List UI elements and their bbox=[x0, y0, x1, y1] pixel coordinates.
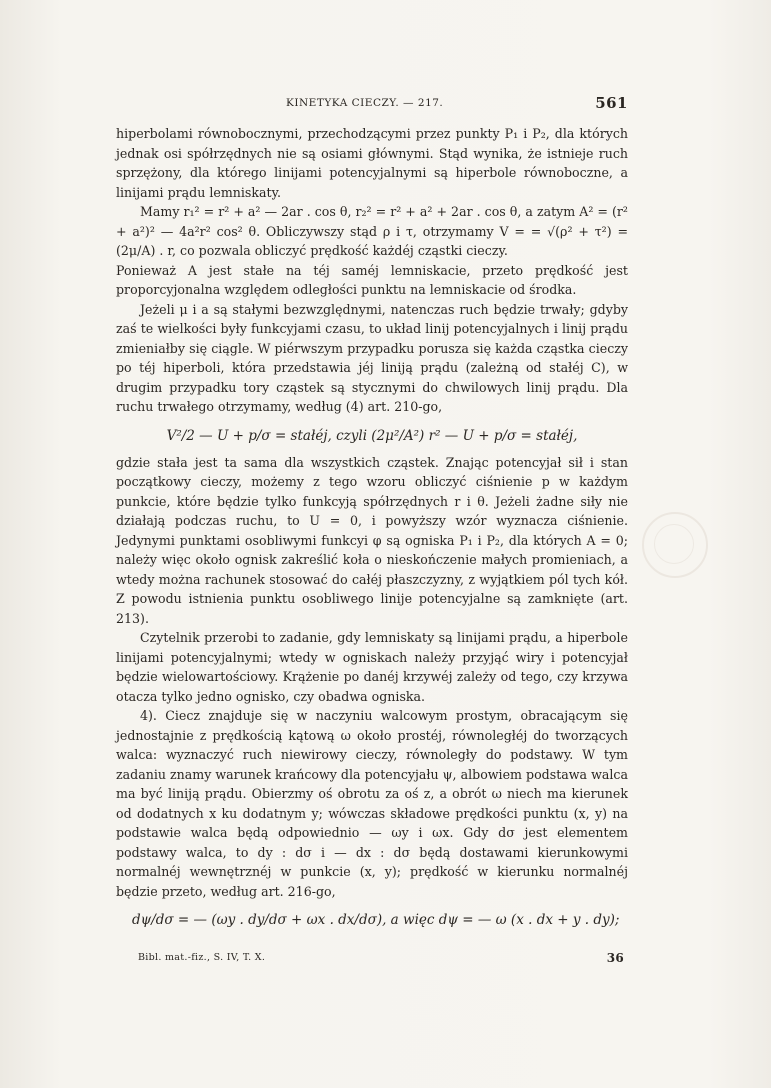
paragraph-7: 4). Ciecz znajduje się w naczyniu walcowym prostym, obracającym się jednostajnie z prędkością kątową ω około prostéj, równoległéj do tworzących walca: wyznaczyć ruch niewirowy cieczy, równoległy do podstawy. W tym zadaniu znamy warunek krańcowy dla potencyjału ψ, albowiem podstawa walca ma być liniją prądu. Obierzmy oś obrotu za oś z, a obrót ω niech ma kierunek od dodatnych x ku dodatnym y; wówczas składowe prędkości punktu (x, y) na podstawie walca będą odpowiednio — ωy i ωx. Gdy dσ jest elementem podstawy walca, to dy : dσ i — dx : dσ będą dostawami kierunkowymi normalnéj wewnętrznéj w punkcie (x, y); prędkość w kierunku normalnéj będzie przeto, według art. 216-go, bbox=[116, 708, 628, 899]
paragraph-2: Mamy r₁² = r² + a² — 2ar . cos θ, r₂² = r² + a² + 2ar . cos θ, a zatym A² = (r² + a²)² — 4a²r² cos² θ. Obliczywszy stąd ρ i τ, otrzymamy V = = √(ρ² + τ²) = (2μ/A) . r, co pozwala obliczyć prędkość każdéj cząstki cieczy. bbox=[116, 204, 628, 258]
library-stamp bbox=[642, 512, 708, 578]
signature-right: 36 bbox=[606, 951, 624, 965]
paragraph-6: Czytelnik przerobi to zadanie, gdy lemniskaty są linijami prądu, a hiperbole linijami potencyjalnymi; wtedy w ogniskach należy przyjąć wiry i potencyjał będzie wielowartościowy. Krążenie po danéj krzywéj zależy od tego, czy krzywa otacza tylko jedno ognisko, czy obadwa ogniska. bbox=[116, 630, 628, 704]
page-footer bbox=[138, 952, 628, 968]
paragraph-1: hiperbolami równobocznymi, przechodzącymi przez punkty P₁ i P₂, dla których jednak osi spółrzędnych nie są osiami głównymi. Stąd wynika, że istnieje ruch sprzężony, dla którego linijami potencyjalnymi są hiperbole równoboczne, a linijami prądu lemniskaty. bbox=[116, 126, 628, 200]
page-number: 561 bbox=[595, 94, 628, 112]
paragraph-4: Jeżeli μ i a są stałymi bezwzględnymi, natenczas ruch będzie trwały; gdyby zaś te wielkości były funkcyjami czasu, to układ linij potencyjalnych i linij prądu zmieniałby się ciągle. W piérwszym przypadku porusza się każda cząstka cieczy po téj hiperboli, która przedstawia jéj liniją prądu (zależną od stałéj C), w drugim przypadku tory cząstek są stycznymi do chwilowych linij prądu. Dla ruchu trwałego otrzymamy, według (4) art. 210-go, bbox=[116, 301, 628, 414]
equation-final: dψ/dσ = — (ωy . dy/dσ + ωx . dx/dσ), a więc dψ = — ω (x . dx + y . dy); bbox=[132, 912, 620, 928]
running-title: KINETYKA CIECZY. — 217. bbox=[286, 97, 444, 109]
page-header bbox=[116, 96, 628, 112]
paragraph-3: Ponieważ A jest stałe na téj saméj lemniskacie, przeto prędkość jest proporcyjonalna względem odległości punktu na lemniskacie od środka. bbox=[116, 262, 628, 297]
paragraph-5: gdzie stała jest ta sama dla wszystkich cząstek. Znając potencyjał sił i stan początkowy cieczy, możemy z tego wzoru obliczyć ciśnienie p w każdym punkcie, które będzie tylko funkcyją spółrzędnych r i θ. Jeżeli żadne siły nie działają podczas ruchu, to U = 0, i powyższy wzór wyznacza ciśnienie. Jedynymi punktami osobliwymi funkcyi φ są ogniska P₁ i P₂, dla których A = 0; należy więc około ognisk zakreślić koła o nieskończenie małych promieniach, a wtedy można rachunek stosować do całéj płaszczyzny, z wyjątkiem pól tych kół. Z powodu istnienia punktu osobliwego linije potencyjalne są zamknięte (art. 213). bbox=[116, 454, 628, 626]
signature-left: Bibl. mat.-fiz., S. IV, T. X. bbox=[138, 952, 266, 963]
equation-bernoulli: V²/2 — U + p/σ = stałéj, czyli (2μ²/A²) r² — U + p/σ = stałéj, bbox=[166, 427, 578, 444]
body-text bbox=[116, 124, 628, 937]
